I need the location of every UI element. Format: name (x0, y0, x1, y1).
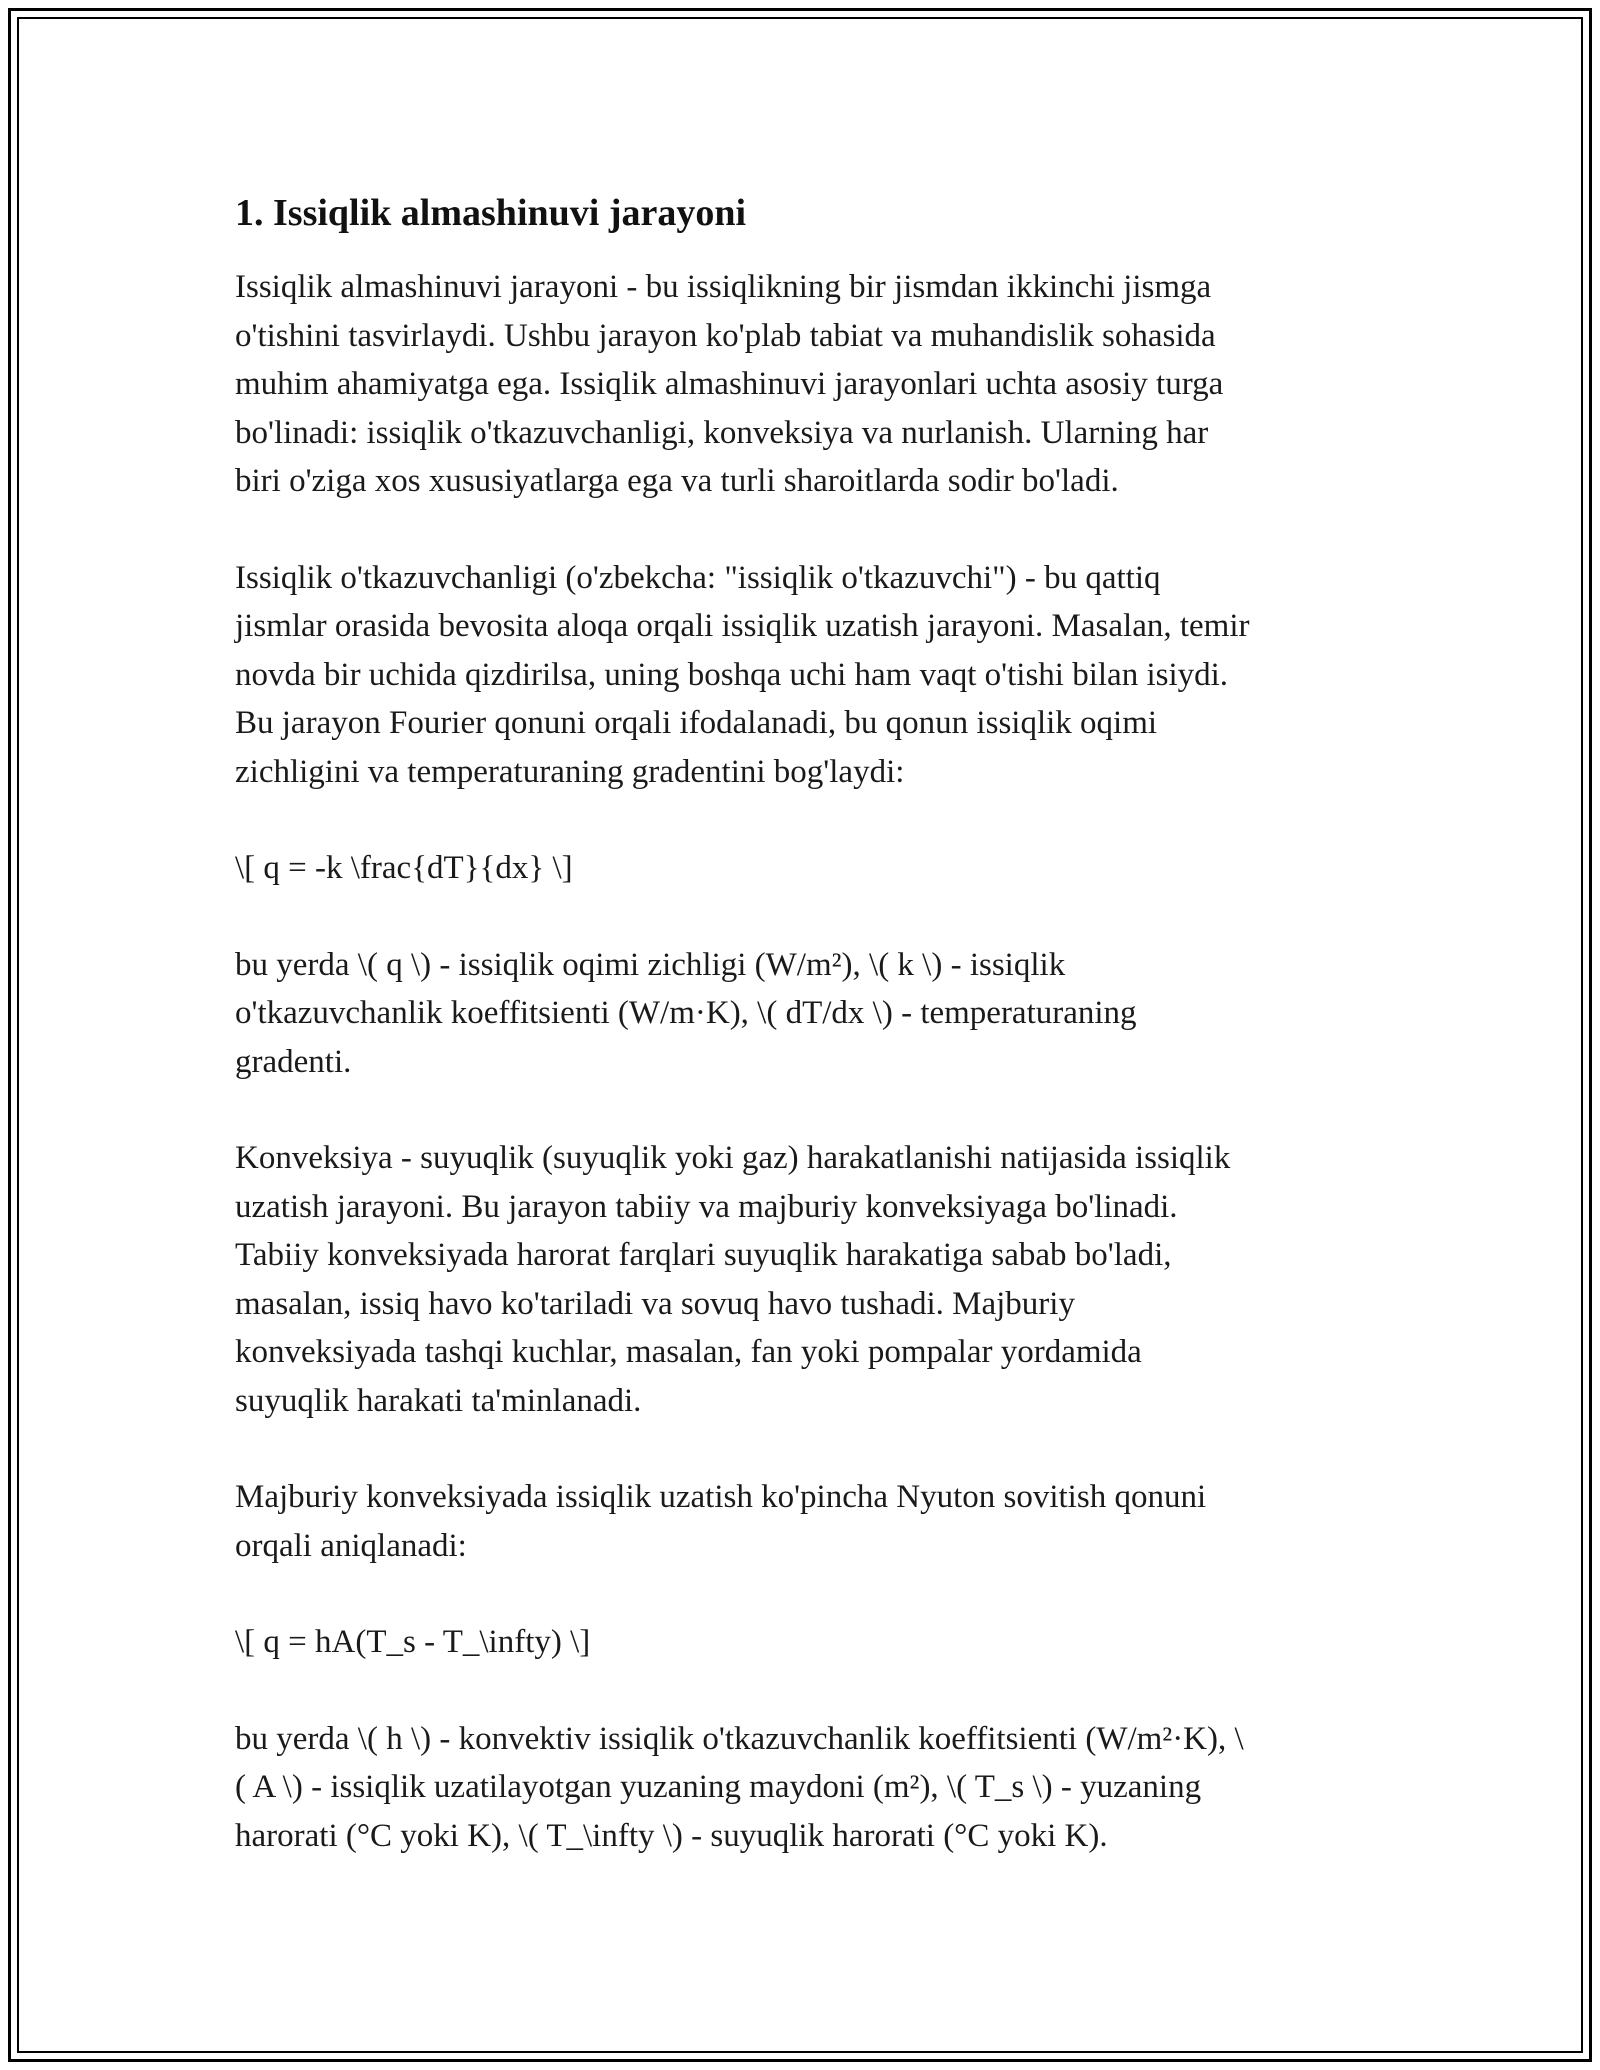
equation-fourier: \[ q = -k \frac{dT}{dx} \] (235, 850, 573, 886)
paragraph-fourier-terms: bu yerda \( q \) - issiqlik oqimi zichligi (W/m²), \( k \) - issiqlik o'tkazuvchanlik koeffitsienti (W/m·K), \( dT/dx \) - temperaturaning gradenti. (235, 946, 1137, 1080)
paragraph-convection: Konveksiya - suyuqlik (suyuqlik yoki gaz) harakatlanishi natijasida issiqlik uzatish jarayoni. Bu jarayon tabiiy va majburiy konveksiyaga bo'linadi. Tabiiy konveksiyada harorat farqlari suyuqlik harakatiga sabab bo'ladi, masalan, issiq havo ko'tariladi va sovuq havo tushadi. Majburiy konveksiyada tashqi kuchlar, masalan, fan yoki pompalar yordamida suyuqlik harakati ta'minlanadi. (235, 1140, 1231, 1419)
paragraph-newton-terms: bu yerda \( h \) - konvektiv issiqlik o'tkazuvchanlik koeffitsienti (W/m²·K), \ ( A \) - issiqlik uzatilayotgan yuzaning maydoni (m²), \( T_s \) - yuzaning harorati (°C yoki K), \( T_\infty \) - suyuqlik harorati (°C yoki K). (235, 1720, 1244, 1854)
paragraph-newton-intro: Majburiy konveksiyada issiqlik uzatish ko'pincha Nyuton sovitish qonuni orqali aniqlanadi: (235, 1479, 1207, 1564)
equation-newton: \[ q = hA(T_s - T_\infty) \] (235, 1624, 591, 1660)
paragraph-conduction: Issiqlik o'tkazuvchanligi (o'zbekcha: "issiqlik o'tkazuvchi") - bu qattiq jismlar orasida bevosita aloqa orqali issiqlik uzatish jarayoni. Masalan, temir novda bir uchida qizdirilsa, uning boshqa uchi ham vaqt o'tishi bilan isiydi. Bu jarayon Fourier qonuni orqali ifodalanadi, bu qonun issiqlik oqimi zichligini va temperaturaning gradentini bog'laydi: (235, 559, 1250, 790)
paragraph-intro: Issiqlik almashinuvi jarayoni - bu issiqlikning bir jismdan ikkinchi jismga o'tishini tasvirlaydi. Ushbu jarayon ko'plab tabiat va muhandislik sohasida muhim ahamiyatga ega. Issiqlik almashinuvi jarayonlari uchta asosiy turga bo'linadi: issiqlik o'tkazuvchanligi, konveksiya va nurlanish. Ularning har biri o'ziga xos xususiyatlarga ega va turli sharoitlarda sodir bo'ladi. (235, 269, 1224, 499)
document-body (235, 185, 1375, 1908)
section-heading: 1. Issiqlik almashinuvi jarayoni (235, 192, 747, 234)
